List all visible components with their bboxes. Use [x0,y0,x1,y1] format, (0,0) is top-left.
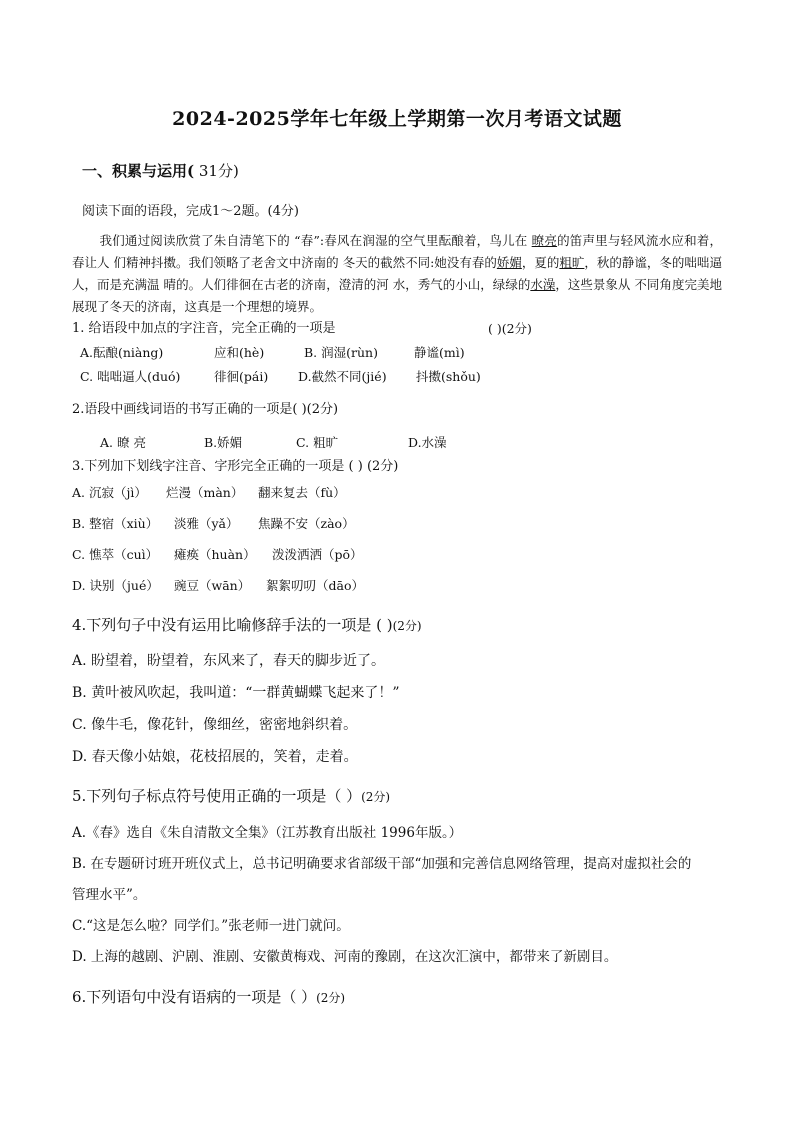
q2-option-d: D.水澡 [408,435,447,450]
question-6-stem: 6.下列语句中没有语病的一项是（ ）(2分) [72,988,346,1006]
q1-option-b: B. 润湿(rùn) [304,345,378,360]
underlined-word-3: 粗旷 [559,255,585,270]
q4-option-d: D. 春天像小姑娘，花枝招展的，笑着，走着。 [72,749,358,765]
q1-option-d: D.截然不同(jié) [298,369,387,384]
question-1-row-1 [80,344,465,362]
q1-option-c2: 徘徊(pái) [214,369,269,384]
q3-option-c: C. 憔萃（cuì） 瘫痪（huàn） 泼泼洒洒（pō） [72,547,363,562]
q1-option-a: A.酝酿(niàng) [80,345,164,360]
section-heading [82,160,239,181]
q4-option-c: C. 像牛毛，像花针，像细丝，密密地斜织着。 [72,717,358,733]
q5-option-b-line-1: B. 在专题研讨班开班仪式上，总书记明确要求省部级干部“加强和完善信息网络管理，提高对虚拟社会的 [72,856,692,872]
q1-option-d2: 抖擞(shǒu) [416,369,481,384]
q1-option-c: C. 咄咄逼人(duó) [80,369,181,384]
q3-option-d: D. 诀别（jué） 豌豆（wān） 絮絮叨叨（dāo） [72,578,364,593]
q3-option-a: A. 沉寂（jì） 烂漫（màn） 翻来复去（fù） [72,485,346,500]
q3-option-b: B. 整宿（xiù） 淡雅（yǎ） 焦躁不安（zào） [72,516,355,531]
section-points: 31分) [194,162,239,180]
reading-passage: 我们通过阅读欣赏了朱自清笔下的 “春”:春风在润湿的空气里酝酿着，鸟儿在 暸亮的笛声里与轻风流水应和着，春让人 们精神抖擞。我们领略了老舍文中济南的 冬天的截然不同:她没有春的娇媚，夏的粗旷，秋的静谧，冬的咄咄逼人，而是充满温 晴的。人们徘徊在古老的济南，澄清的河 水，秀气的小山，绿绿的水澡，这些景象从 不同角度完美地展现了冬天的济南，这真是一个理想的境界。 [72,233,722,314]
q4-option-b: B. 黄叶被风吹起，我叫道：“一群黄蝴蝶飞起来了！” [72,685,400,701]
question-4-stem: 4.下列句子中没有运用比喻修辞手法的一项是 ( )(2分) [72,616,422,634]
q4-option-a: A. 盼望着，盼望着，东风来了，春天的脚步近了。 [72,653,386,669]
q2-option-b: B.娇媚 [204,435,243,450]
q5-option-a: A.《春》选自《朱自清散文全集》（江苏教育出版社 1996年版。） [72,825,463,841]
q2-option-a: A. 暸 亮 [100,435,146,450]
section-label: 一、积累与运用( [82,162,195,180]
question-1-paren: ( )(2分) [488,321,532,336]
q1-option-a2: 应和(hè) [214,345,265,360]
reading-intro: 阅读下面的语段，完成1～2题。(4分) [82,204,299,219]
question-4-points: (2分) [392,619,422,633]
underlined-word-1: 暸亮 [531,233,558,248]
question-5-points: (2分) [361,790,391,804]
question-2-options [100,434,447,452]
q1-option-b2: 静谧(mì) [414,345,465,360]
question-2-stem: 2.语段中画线词语的书写正确的一项是( )(2分) [72,402,339,417]
q5-option-c: C.“这是怎么啦？同学们。”张老师一进门就问。 [72,918,350,934]
page-title: 2024-2025学年七年级上学期第一次月考语文试题 [172,108,622,130]
q5-option-b-line-2: 管理水平”。 [72,887,147,903]
q5-option-d: D. 上海的越剧、沪剧、淮剧、安徽黄梅戏、河南的豫剧，在这次汇演中，都带来了新剧目。 [72,949,618,965]
question-6-points: (2分) [316,991,346,1005]
underlined-word-4: 水澡 [530,277,556,292]
q2-option-c: C. 粗旷 [296,435,339,450]
question-1-stem: 1. 给语段中加点的字注音，完全正确的一项是 [72,321,336,336]
underlined-word-2: 娇媚 [496,255,522,270]
question-5-stem: 5.下列句子标点符号使用正确的一项是（ ）(2分) [72,787,391,805]
question-1-row-2 [80,368,481,386]
question-3-stem: 3.下列加下划线字注音、字形完全正确的一项是 ( ) (2分) [72,459,399,474]
